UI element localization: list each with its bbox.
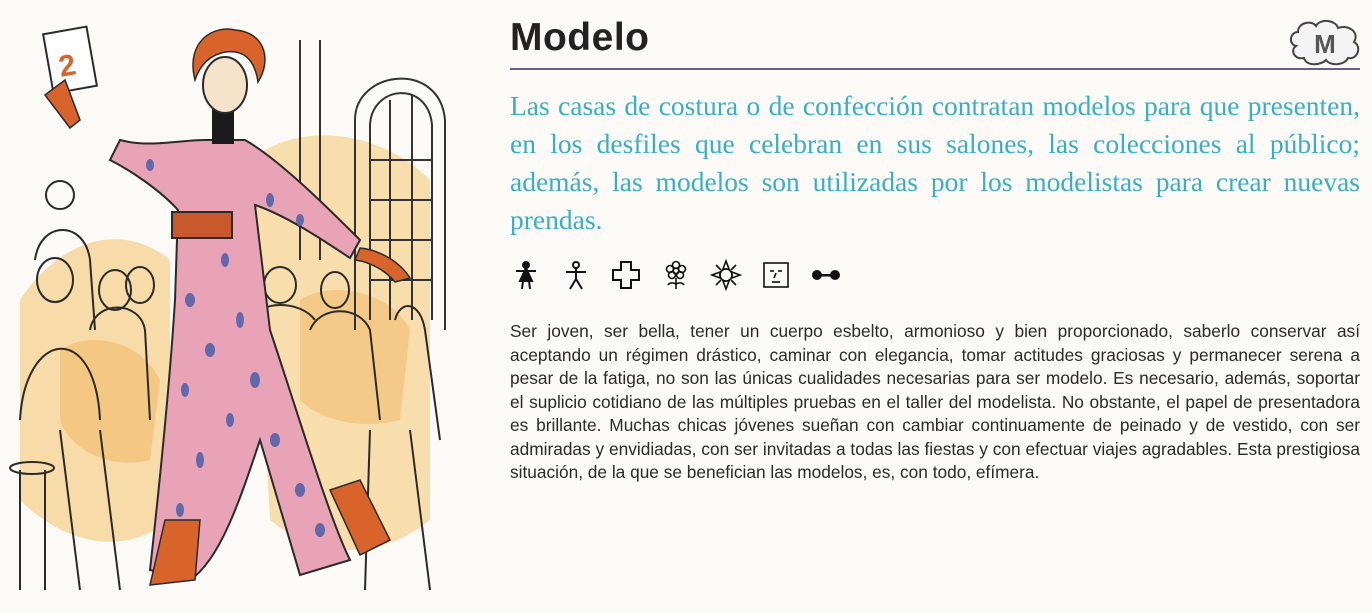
page-title: Modelo bbox=[510, 16, 650, 59]
m-badge-icon bbox=[1286, 18, 1364, 68]
symbol-row bbox=[510, 258, 842, 292]
dumbbell-icon bbox=[810, 259, 842, 291]
face-box-icon bbox=[760, 259, 792, 291]
title-divider bbox=[510, 68, 1360, 70]
runway-model-drawing bbox=[0, 0, 470, 613]
cross-icon bbox=[610, 259, 642, 291]
male-figure-icon bbox=[560, 259, 592, 291]
star-compass-icon bbox=[710, 259, 742, 291]
body-paragraph: Ser joven, ser bella, tener un cuerpo esbelto, armonioso y bien proporcionado, saberlo conservar así aceptando un régimen drástico, caminar con elegancia, tomar actitudes graciosas y permanecer serena a pesar de la fatiga, no son las únicas cualidades necesarias para ser modelo. Es necesario, además, soportar el suplicio cotidiano de las múltiples pruebas en el taller del modelista. No obstante, el papel de presentadora es brillante. Muchas chicas jóvenes sueñan con cambiar continuamente de peinado y de vestido, con ser admiradas y envidiadas, con ser invitadas a todas las fiestas y con efectuar viajes agradables. Esta prestigiosa situación, de la que se benefician las modelos, es, con todo, efímera. bbox=[510, 321, 1360, 482]
intro-paragraph: Las casas de costura o de confección contratan modelos para que presenten, en los desfiles que celebran en sus salones, las colecciones al público; además, las modelos son utilizadas por los modelistas para crear nuevas prendas. bbox=[510, 90, 1360, 235]
flower-icon bbox=[660, 259, 692, 291]
badge-letter: M bbox=[1314, 29, 1336, 59]
card-number: 2 bbox=[56, 48, 79, 84]
fashion-illustration bbox=[0, 0, 470, 613]
female-figure-icon bbox=[510, 259, 542, 291]
